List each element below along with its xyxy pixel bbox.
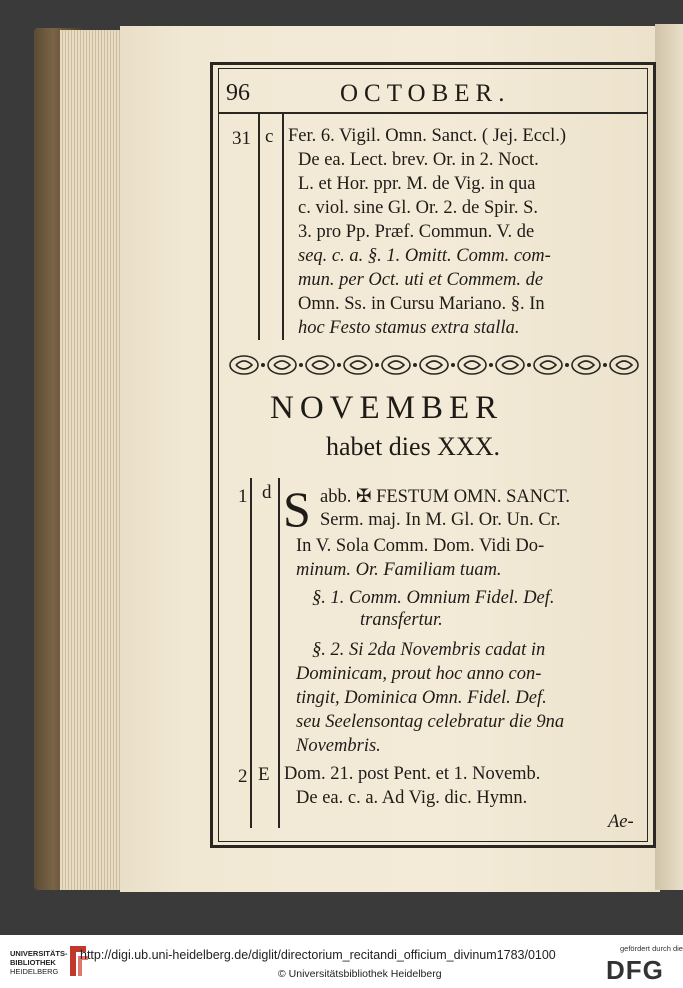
entry-line: minum. Or. Familiam tuam. xyxy=(296,560,502,580)
drop-cap: S xyxy=(283,481,311,537)
entry-line: Serm. maj. In M. Gl. Or. Un. Cr. xyxy=(320,510,561,530)
entry-line: 3. pro Pp. Præf. Commun. V. de xyxy=(298,222,535,242)
entry-line: L. et Hor. ppr. M. de Vig. in qua xyxy=(298,174,536,194)
library-line: UNIVERSITÄTS- xyxy=(10,949,68,958)
entry-line: De ea. Lect. brev. Or. in 2. Noct. xyxy=(298,150,539,170)
dominical-letter: d xyxy=(262,482,272,503)
library-logo-text xyxy=(10,949,68,976)
entry-line: transfertur. xyxy=(360,610,443,630)
dominical-letter: c xyxy=(265,126,274,147)
entry-line: c. viol. sine Gl. Or. 2. de Spir. S. xyxy=(298,198,538,218)
column-rule-day xyxy=(258,112,260,340)
entry-line: abb. ✠ FESTUM OMN. SANCT. xyxy=(320,487,571,507)
entry-line: Fer. 6. Vigil. Omn. Sanct. ( Jej. Eccl.) xyxy=(288,126,567,146)
dfg-logo: DFG xyxy=(606,955,664,985)
entry-line: Omn. Ss. in Cursu Mariano. §. In xyxy=(298,294,545,314)
day-number: 2 xyxy=(238,766,248,787)
column-rule-day-nov xyxy=(250,478,252,828)
entry-line: Dominicam, prout hoc anno con- xyxy=(296,664,542,684)
entry-line: §. 1. Comm. Omnium Fidel. Def. xyxy=(312,588,555,608)
entry-line: seu Seelensontag celebratur die 9na xyxy=(296,712,565,732)
column-rule-letter xyxy=(282,112,284,340)
november-title: NOVEMBER xyxy=(270,390,504,426)
dominical-letter: E xyxy=(258,764,270,785)
day-number: 1 xyxy=(238,486,248,507)
entry-line: Dom. 21. post Pent. et 1. Novemb. xyxy=(284,764,541,784)
entry-line: hoc Festo stamus extra stalla. xyxy=(298,318,520,338)
library-line: HEIDELBERG xyxy=(10,967,59,976)
month-heading: OCTOBER. xyxy=(340,80,511,107)
entry-line: Ae- xyxy=(608,812,634,832)
column-rule-letter-nov xyxy=(278,478,280,828)
permalink-url[interactable]: http://digi.ub.uni-heidelberg.de/diglit/directorium_recitandi_officium_divinum1783/0100 xyxy=(80,948,556,962)
entry-line: In V. Sola Comm. Dom. Vidi Do- xyxy=(296,536,545,556)
page-number: 96 xyxy=(226,80,250,106)
entry-line: Novembris. xyxy=(296,736,381,756)
entry-line: tingit, Dominica Omn. Fidel. Def. xyxy=(296,688,547,708)
november-subtitle: habet dies XXX. xyxy=(326,432,501,461)
facing-page-edge xyxy=(655,24,683,890)
copyright-notice: © Universitätsbibliothek Heidelberg xyxy=(278,968,442,980)
library-line: BIBLIOTHEK xyxy=(10,958,56,967)
entry-line: §. 2. Si 2da Novembris cadat in xyxy=(312,640,546,660)
day-number: 31 xyxy=(232,128,251,149)
ornamental-divider xyxy=(226,352,646,378)
dfg-caption: gefördert durch die xyxy=(620,944,683,953)
entry-line: seq. c. a. §. 1. Omitt. Comm. com- xyxy=(298,246,551,266)
entry-line: mun. per Oct. uti et Commem. de xyxy=(298,270,544,290)
entry-line: De ea. c. a. Ad Vig. dic. Hymn. xyxy=(296,788,528,808)
